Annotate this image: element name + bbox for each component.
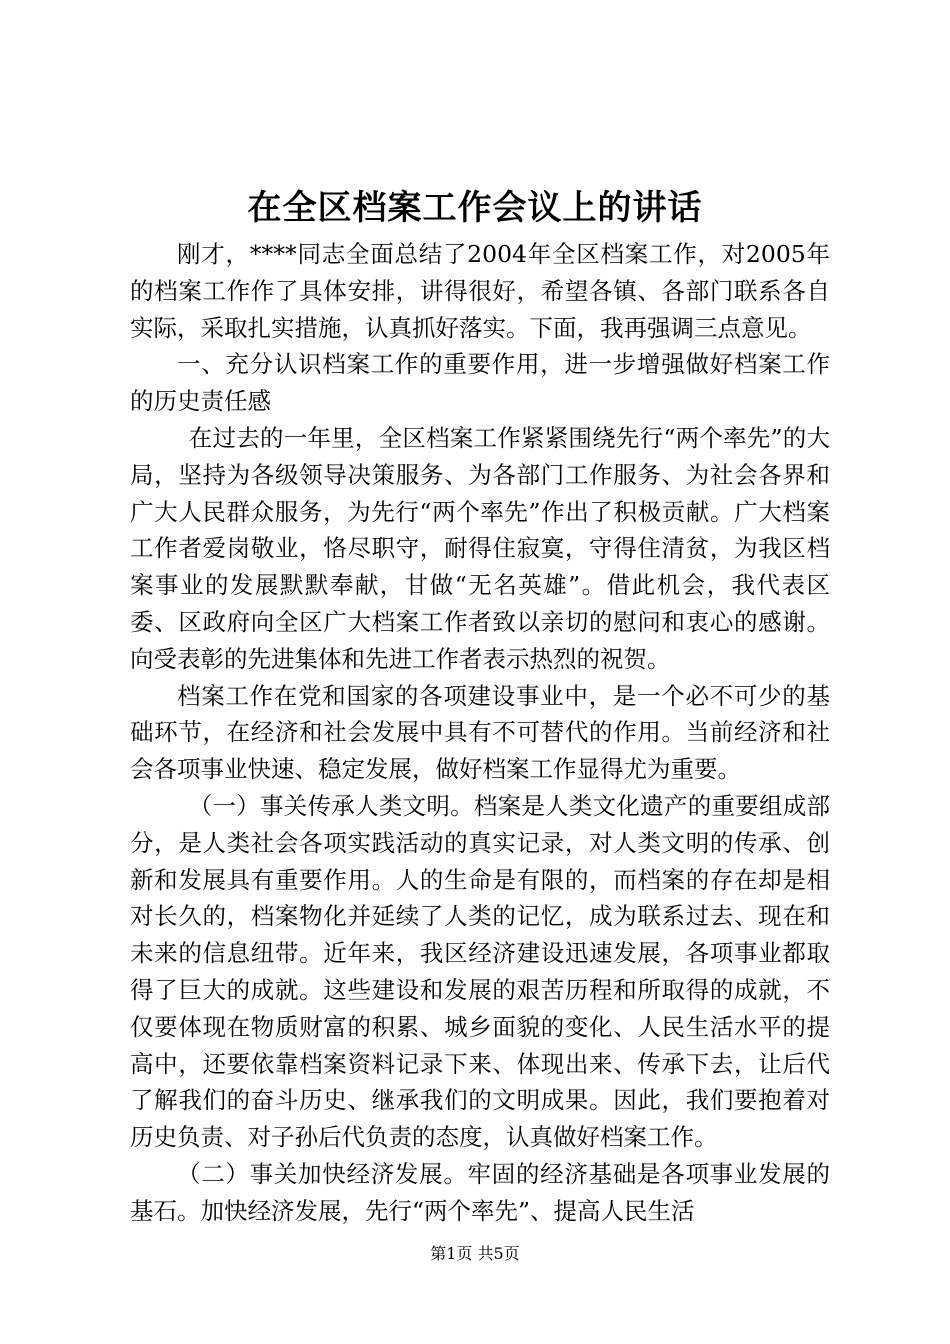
- page-footer: [0, 1244, 950, 1264]
- section-heading-1: 一、充分认识档案工作的重要作用，进一步增强做好档案工作的历史责任感: [130, 350, 830, 416]
- page-number: 第1页 共5页: [430, 1244, 520, 1263]
- paragraph-point-2: （二）事关加快经济发展。牢固的经济基础是各项事业发展的基石。加快经济发展，先行“两个率先”、提高人民生活: [130, 1159, 830, 1225]
- paragraph-intro: 刚才，****同志全面总结了2004年全区档案工作，对2005年的档案工作作了具体安排，讲得很好，希望各镇、各部门联系各自实际，采取扎实措施，认真抓好落实。下面，我再强调三点意见。: [130, 240, 830, 342]
- paragraph-point-1: （一）事关传承人类文明。档案是人类文化遗产的重要组成部分，是人类社会各项实践活动的真实记录，对人类文明的传承、创新和发展具有重要作用。人的生命是有限的，而档案的存在却是相对长久的，档案物化并延续了人类的记忆，成为联系过去、现在和未来的信息纽带。近年来，我区经济建设迅速发展，各项事业都取得了巨大的成就。这些建设和发展的艰苦历程和所取得的成就，不仅要体现在物质财富的积累、城乡面貌的变化、人民生活水平的提高中，还要依靠档案资料记录下来、体现出来、传承下去，让后代了解我们的奋斗历史、继承我们的文明成果。因此，我们要抱着对历史负责、对子孙后代负责的态度，认真做好档案工作。: [130, 791, 830, 1152]
- document-title: 在全区档案工作会议上的讲话: [247, 188, 703, 228]
- document-body: [130, 236, 830, 1230]
- paragraph-past-year: 在过去的一年里，全区档案工作紧紧围绕先行“两个率先”的大局，坚持为各级领导决策服务、为各部门工作服务、为社会各界和广大人民群众服务，为先行“两个率先”作出了积极贡献。广大档案工作者爱岗敬业，恪尽职守，耐得住寂寞，守得住清贫，为我区档案事业的发展默默奉献，甘做“无名英雄”。借此机会，我代表区委、区政府向全区广大档案工作者致以亲切的慰问和衷心的感谢。向受表彰的先进集体和先进工作者表示热烈的祝贺。: [130, 423, 830, 673]
- paragraph-archive-role: 档案工作在党和国家的各项建设事业中，是一个必不可少的基础环节，在经济和社会发展中具有不可替代的作用。当前经济和社会各项事业快速、稳定发展，做好档案工作显得尤为重要。: [130, 681, 830, 784]
